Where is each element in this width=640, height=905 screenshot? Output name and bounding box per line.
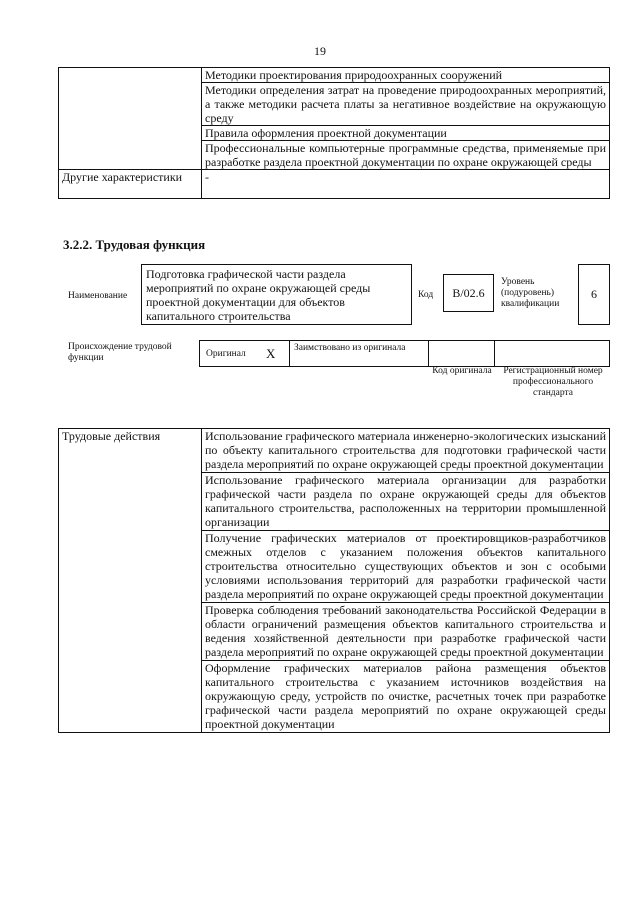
- name-label: Наименование: [68, 291, 128, 301]
- origin-label: Происхождение трудовой функции: [68, 342, 172, 363]
- knowledge-row: Методики проектирования природоохранных сооружений: [202, 68, 610, 83]
- origin-box: [199, 340, 429, 367]
- labor-actions-label: Трудовые действия: [59, 429, 202, 733]
- code-original-caption: Код оригинала: [432, 366, 492, 376]
- reg-number-box: [494, 340, 610, 367]
- other-characteristics-label: Другие характеристики: [59, 170, 202, 199]
- knowledge-table: [58, 67, 610, 199]
- labor-action-item: Проверка соблюдения требований законодательства Российской Федерации в области ограничений размещения объектов капитального строительства и ведения хозяйственной деятельности при разработке графической части раздела мероприятий по охране окружающей среды проектной документации: [202, 603, 610, 661]
- other-characteristics-value: -: [202, 170, 610, 199]
- reg-number-caption: Регистрационный номер профессионального стандарта: [503, 366, 603, 398]
- origin-divider: [289, 340, 290, 367]
- knowledge-row: Профессиональные компьютерные программные средства, применяемые при разработке раздела проектной документации по охране окружающей среды: [202, 141, 610, 170]
- labor-action-item: Использование графического материала инженерно-экологических изысканий по объекту капитального строительства для подготовки графической части раздела мероприятий по охране окружающей среды проектной документации: [202, 429, 610, 473]
- knowledge-row: Правила оформления проектной документации: [202, 126, 610, 141]
- original-label: Оригинал: [206, 349, 246, 359]
- labor-actions-table: [58, 428, 610, 733]
- original-mark: X: [266, 346, 276, 361]
- function-name-box: Подготовка графической части раздела мероприятий по охране окружающей среды проектной документации для объектов капитального строительства: [141, 264, 412, 325]
- knowledge-left-cell: [59, 68, 202, 170]
- labor-action-item: Получение графических материалов от проектировщиков-разработчиков смежных отделов с указанием положения объектов капитального строительства относительно существующих объектов и зон с особыми условиями использования территорий для разработки графической части раздела мероприятий по охране окружающей среды проектной документации: [202, 531, 610, 603]
- section-heading: 3.2.2. Трудовая функция: [63, 237, 206, 252]
- level-value: 6: [578, 264, 610, 325]
- knowledge-row: Методики определения затрат на проведение природоохранных мероприятий, а также методики расчета платы за негативное воздействие на окружающую среду: [202, 83, 610, 126]
- labor-action-item: Оформление графических материалов района размещения объектов капитального строительства с указанием источников воздействия на окружающую среду, устройств по очистке, расчетных точек при разработке графической части раздела мероприятий по охране окружающей среды проектной документации: [202, 661, 610, 733]
- labor-action-item: Использование графического материала организации для разработки графической части раздела по охране окружающей среды для объектов капитального строительства, расположенных на территории промышленной организации: [202, 473, 610, 531]
- level-label: Уровень (подуровень) квалификации: [501, 277, 560, 309]
- code-value: B/02.6: [443, 274, 494, 312]
- page-number: 19: [314, 44, 326, 58]
- code-original-box: [428, 340, 495, 367]
- code-label: Код: [418, 290, 434, 300]
- borrowed-label: Заимствовано из оригинала: [294, 343, 406, 353]
